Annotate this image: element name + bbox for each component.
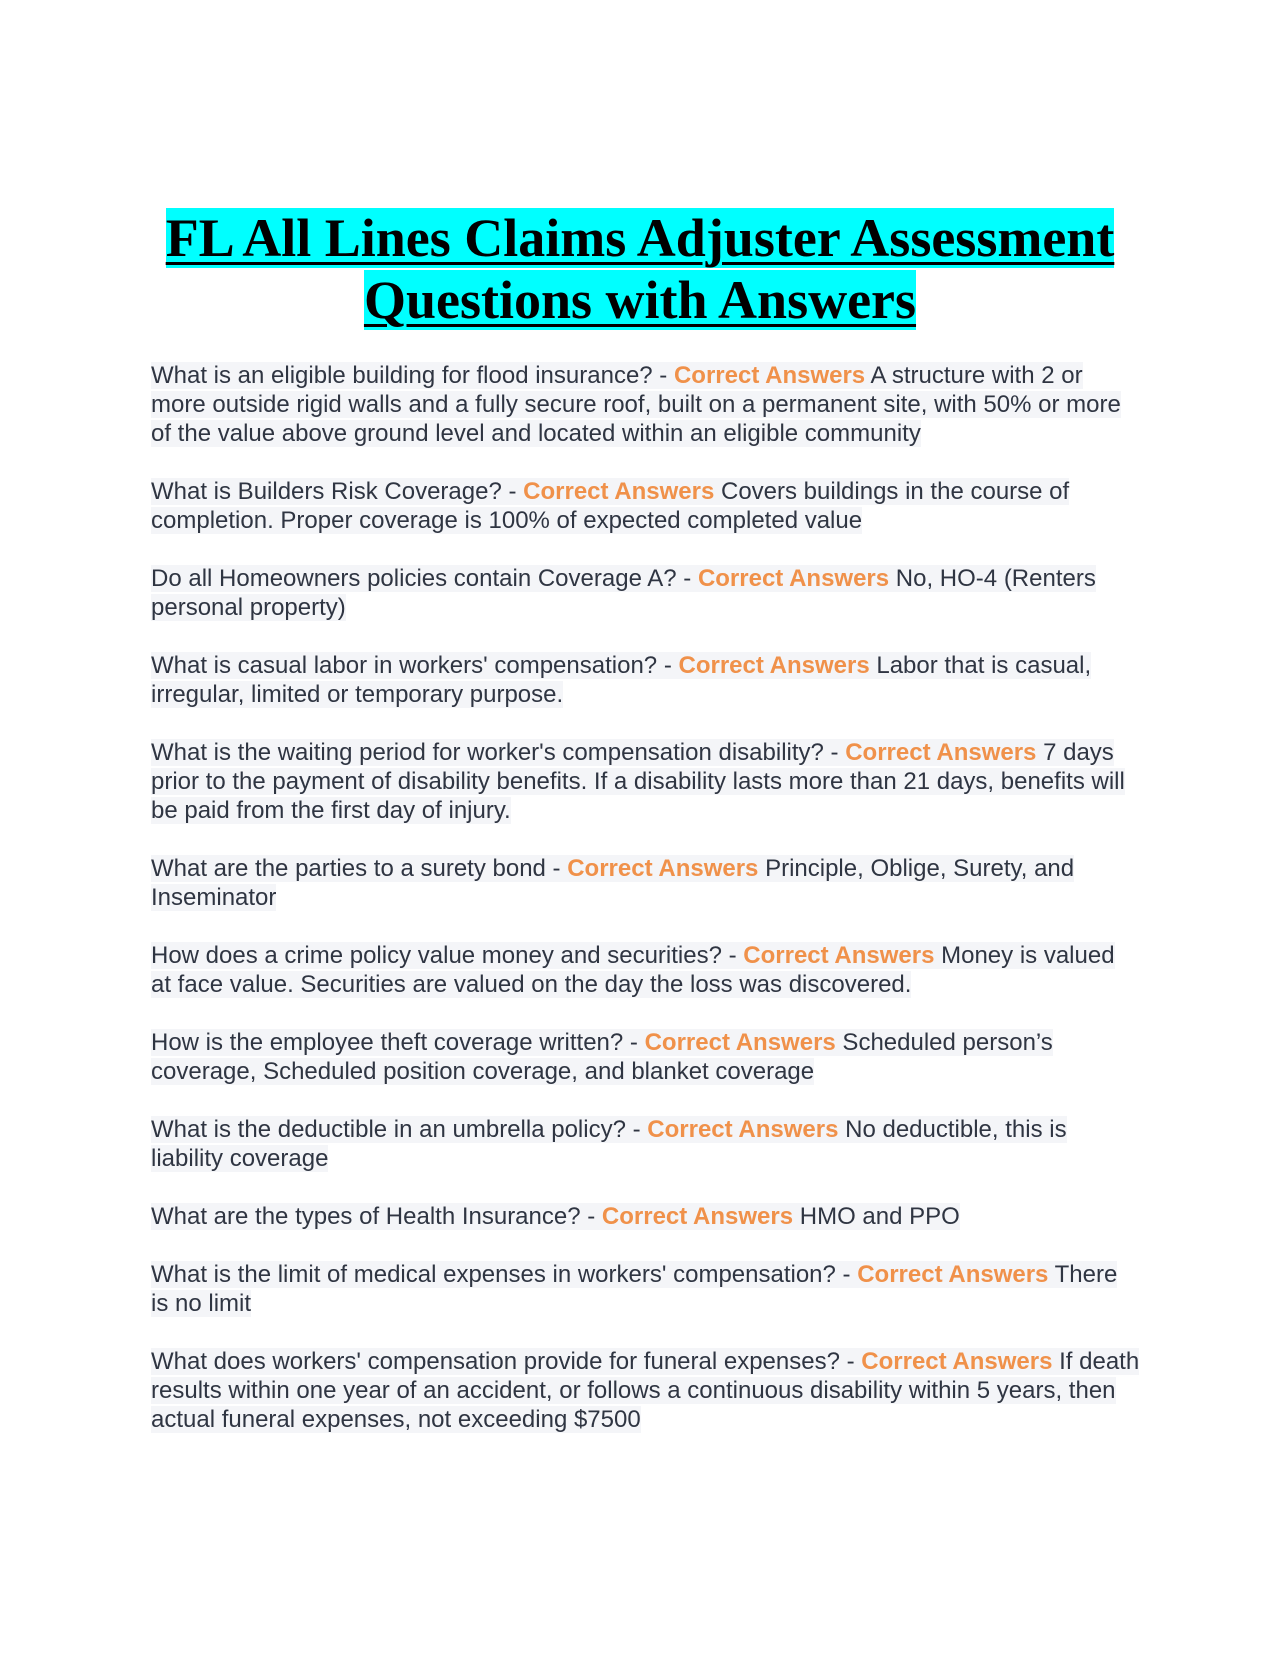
question-text: What does workers' compensation provide for funeral expenses? -: [151, 1348, 862, 1375]
answer-label: Correct Answers: [845, 739, 1037, 766]
qa-item: [151, 361, 1141, 448]
answer-text: Labor that is casual, irregular, limited or temporary purpose.: [151, 652, 1092, 708]
answer-text: Principle, Oblige, Surety, and Inseminator: [151, 855, 1075, 911]
answer-text: 7 days prior to the payment of disability benefits. If a disability lasts more than 21 days, benefits will be paid from the first day of injury.: [151, 739, 1125, 824]
answer-text: No, HO-4 (Renters personal property): [151, 565, 1096, 621]
answer-label: Correct Answers: [857, 1261, 1049, 1288]
question-text: How does a crime policy value money and securities? -: [151, 942, 744, 969]
answer-label: Correct Answers: [567, 855, 759, 882]
answer-text: Scheduled person’s coverage, Scheduled position coverage, and blanket coverage: [151, 1029, 1053, 1085]
qa-item: [151, 477, 1141, 535]
qa-item: [151, 1347, 1141, 1434]
answer-label: Correct Answers: [644, 1029, 836, 1056]
answer-text: Covers buildings in the course of completion. Proper coverage is 100% of expected completed value: [151, 478, 1070, 534]
question-text: What is an eligible building for flood insurance? -: [151, 362, 674, 389]
qa-item: [151, 564, 1141, 622]
answer-label: Correct Answers: [743, 942, 935, 969]
answer-text: If death results within one year of an accident, or follows a continuous disability within 5 years, then actual funeral expenses, not exceeding $7500: [151, 1348, 1140, 1433]
question-text: What is Builders Risk Coverage? -: [151, 478, 524, 505]
qa-item: [151, 1028, 1141, 1086]
qa-item: [151, 738, 1141, 825]
title-line-1: FL All Lines Claims Adjuster Assessment: [165, 208, 1115, 268]
qa-item: [151, 651, 1141, 709]
question-text: Do all Homeowners policies contain Coverage A? -: [151, 565, 698, 592]
answer-label: Correct Answers: [523, 478, 715, 505]
answer-text: No deductible, this is liability coverage: [151, 1116, 1067, 1172]
answer-label: Correct Answers: [673, 362, 866, 389]
answer-label: Correct Answers: [697, 565, 890, 592]
qa-item: [151, 941, 1141, 999]
answer-label: Correct Answers: [678, 652, 870, 679]
title-line-2: Questions with Answers: [363, 270, 917, 330]
document-title: [120, 207, 1160, 331]
qa-list: [151, 361, 1141, 1463]
question-text: What is the waiting period for worker's compensation disability? -: [151, 739, 846, 766]
qa-item: [151, 1202, 1141, 1231]
qa-item: [151, 1115, 1141, 1173]
answer-text: There is no limit: [151, 1261, 1118, 1317]
question-text: What are the types of Health Insurance? -: [151, 1203, 602, 1230]
answer-label: Correct Answers: [647, 1116, 839, 1143]
question-text: What is the deductible in an umbrella policy? -: [151, 1116, 648, 1143]
answer-text: HMO and PPO: [793, 1203, 960, 1230]
answer-text: Money is valued at face value. Securities are valued on the day the loss was discovered.: [151, 942, 1115, 998]
qa-item: [151, 1260, 1141, 1318]
question-text: What is the limit of medical expenses in workers' compensation? -: [151, 1261, 858, 1288]
answer-label: Correct Answers: [601, 1203, 794, 1230]
question-text: How is the employee theft coverage written? -: [151, 1029, 645, 1056]
qa-item: [151, 854, 1141, 912]
answer-label: Correct Answers: [861, 1348, 1053, 1375]
question-text: What is casual labor in workers' compensation? -: [151, 652, 679, 679]
answer-text: A structure with 2 or more outside rigid walls and a fully secure roof, built on a permanent site, with 50% or more of the value above ground level and located within an eligible community: [151, 362, 1121, 447]
question-text: What are the parties to a surety bond -: [151, 855, 568, 882]
